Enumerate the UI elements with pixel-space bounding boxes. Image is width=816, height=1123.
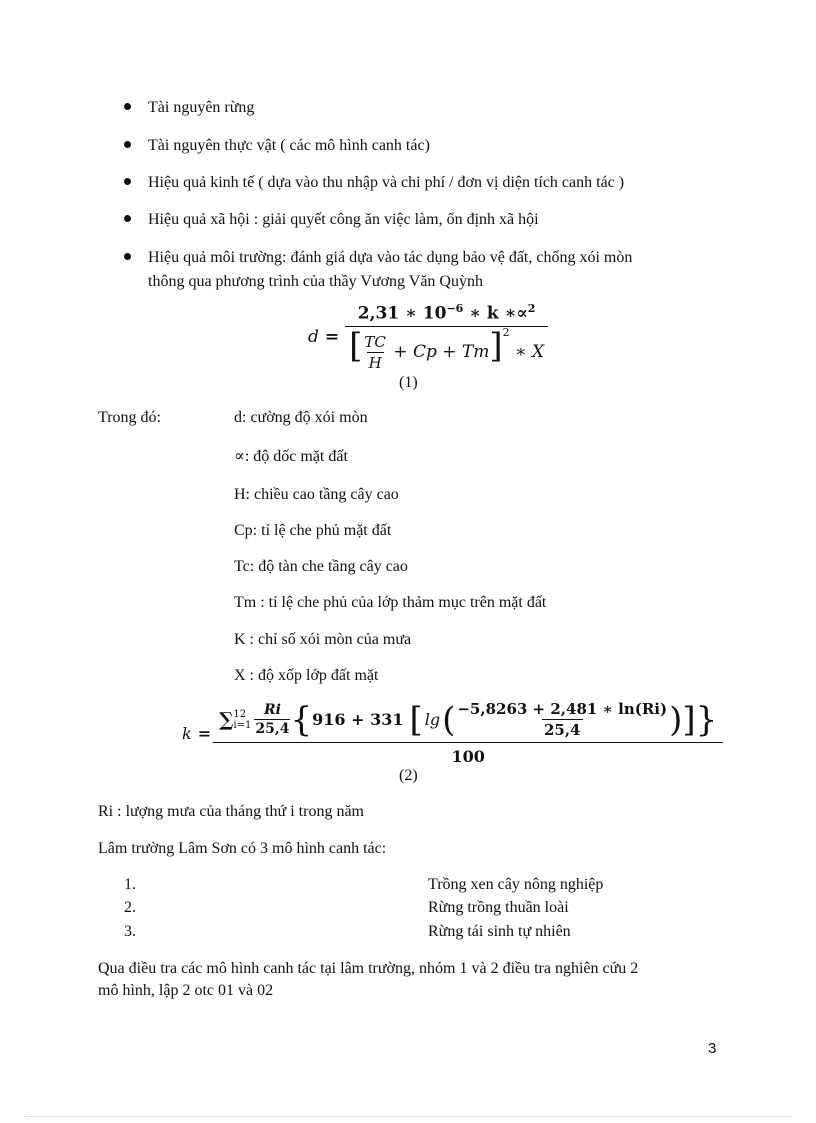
eq2-inner-den: 25,4 [543,721,581,739]
model-name: Trồng xen cây nông nghiệp [428,876,604,893]
eq1-num-b: ∗ k ∗∝ [469,303,528,324]
eq2-sigma: ∑ [219,708,234,731]
eq1-square: 2 [502,326,510,339]
definition-d: d: cường độ xói mòn [234,409,368,426]
eq1-equals: = [324,326,340,347]
bullet-dot [124,253,131,260]
eq1-lhs: d [308,326,319,347]
definition-x: X : độ xốp lớp đất mặt [234,667,379,684]
bullet-text: Tài nguyên rừng [148,99,255,116]
bullet-text: Hiệu quả xã hội : giải quyết công ăn việc làm, ổn định xã hội [148,211,539,228]
eq1-numerator [354,302,540,326]
equation-2 [182,700,719,766]
eq2-bracket-open: [ [409,699,423,740]
eq1-tc: TC [364,332,386,351]
bullet-text: Hiệu quả kinh tế ( dựa vào thu nhập và chi phí / đơn vị diện tích canh tác ) [148,174,625,191]
bullet-text: Hiệu quả môi trường: đánh giá dựa vào tác dụng bảo vệ đất, chống xói mòn [148,249,633,266]
eq1-tc-h-fraction [362,333,387,372]
eq1-bracket-open: [ [349,325,363,366]
eq2-bracket-close: ] [682,699,696,740]
ri-definition: Ri : lượng mưa của tháng thứ i trong năm [98,803,364,820]
bullet-text: Tài nguyên thực vật ( các mô hình canh tác) [148,137,430,154]
eq1-alpha-exp: 2 [527,302,536,315]
eq1-denominator [345,326,548,372]
page-number: 3 [708,1040,717,1057]
eq1-bracket-close: ] [489,325,503,366]
models-intro: Lâm trường Lâm Sơn có 3 mô hình canh tác: [98,840,387,857]
eq2-lg: lg [424,710,441,729]
model-number: 2. [124,899,136,916]
eq2-lhs: k [182,723,192,743]
eq2-inner-fraction [455,700,669,739]
eq1-label: (1) [399,374,418,391]
bullet-dot [124,103,131,110]
eq2-numerator [217,700,719,742]
model-name: Rừng trồng thuần loài [428,899,569,916]
eq1-mid: + Cp + Tm [393,341,490,362]
eq1-exp: −6 [446,302,464,315]
model-number: 1. [124,876,136,893]
closing-paragraph-line1: Qua điều tra các mô hình canh tác tại lâm trường, nhóm 1 và 2 điều tra nghiên cứu 2 [98,960,639,977]
eq2-label: (2) [399,767,418,784]
bullet-dot [124,215,131,222]
eq2-denominator: 100 [213,742,723,766]
definition-h: H: chiều cao tầng cây cao [234,486,399,503]
page-bottom-divider [24,1116,792,1117]
model-number: 3. [124,923,136,940]
trong-do-label: Trong đó: [98,409,161,426]
eq1-h: H [368,353,382,372]
eq2-fraction [217,700,719,766]
eq2-brace-close: } [695,699,718,740]
definition-tc: Tc: độ tàn che tầng cây cao [234,558,408,575]
bullet-dot [124,178,131,185]
eq2-brace-open: { [290,699,313,740]
eq2-inner-num: −5,8263 + 2,481 ∗ ln(Ri) [457,700,668,718]
eq1-num-a: 2,31 ∗ 10 [357,303,447,324]
eq2-254: 25,4 [255,721,290,737]
eq2-paren-close: ) [669,699,683,740]
definition-k: K : chỉ số xói mòn của mưa [234,631,412,648]
eq2-ri: Ri [263,702,281,718]
definition-alpha: ∝: độ dốc mặt đất [234,448,348,465]
closing-paragraph-line2: mô hình, lập 2 otc 01 và 02 [98,982,274,999]
equation-1 [308,302,548,372]
eq2-equals: = [197,723,212,743]
model-name: Rừng tái sinh tự nhiên [428,923,571,940]
eq2-ri-fraction [254,702,290,737]
bullet-text-continued: thông qua phương trình của thầy Vương Văn Quỳnh [148,273,483,290]
definition-tm: Tm : tỉ lệ che phủ của lớp thảm mục trên mặt đất [234,594,547,611]
definition-cp: Cp: tỉ lệ che phủ mặt đất [234,522,392,539]
eq2-term1: 916 + 331 [312,710,404,729]
eq1-x: ∗ X [515,341,545,362]
eq1-fraction [345,302,548,372]
eq2-lower: i=1 [233,719,252,731]
bullet-dot [124,141,131,148]
eq2-paren-open: ( [442,699,456,740]
eq2-sigma-limits [233,709,251,731]
eq2-upper: 12 [233,708,247,720]
